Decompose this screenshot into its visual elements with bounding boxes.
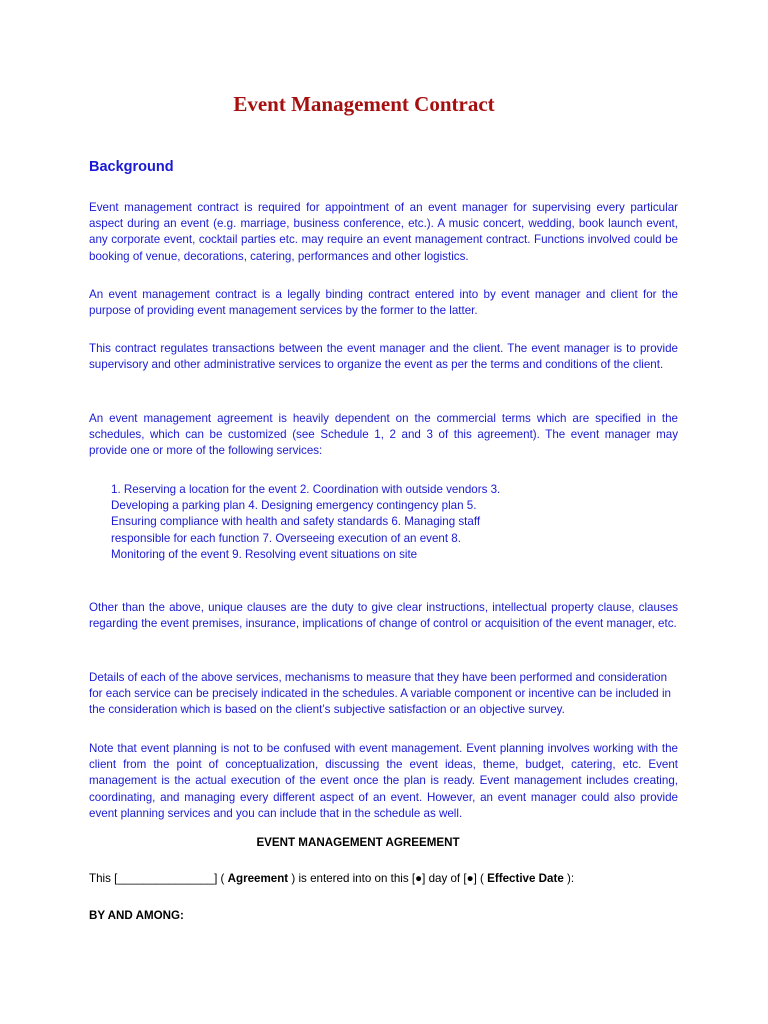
agreement-title: EVENT MANAGEMENT AGREEMENT (256, 836, 460, 849)
paragraph-7: Note that event planning is not to be confused with event management. Event planning involves working with the client from the point of conceptualization, discussing the event ideas, theme, budget, catering, etc. Event management is the actual execution of the event once the plan is ready. Event management includes creating, coordinating, and managing every different aspect of an event. However, an event manager could also provide event planning services and you can include that in the schedule as well. (89, 742, 678, 820)
paragraph-2: An event management contract is a legally binding contract entered into by event manager and client for the purpose of providing event management services by the former to the latter. (89, 288, 678, 318)
agreement-label: Agreement (227, 872, 289, 885)
document-title: Event Management Contract (233, 92, 495, 116)
intro-mid-2: ) is entered into on this [●] day of [●] ( (288, 872, 488, 885)
paragraph-4: An event management agreement is heavily dependent on the commercial terms which are specified in the schedules, which can be customized (see Schedule 1, 2 and 3 of this agreement). The event manager may provide one or more of the following services: (89, 412, 678, 458)
agreement-name-blank: _______________ (117, 872, 215, 885)
section-heading-background: Background (89, 159, 174, 175)
intro-prefix: This [ (89, 872, 118, 885)
intro-suffix: ): (563, 872, 575, 885)
intro-mid-1: ] ( (214, 872, 228, 885)
effective-date-label: Effective Date (487, 872, 564, 885)
paragraph-6: Details of each of the above services, mechanisms to measure that they have been performed and consideration for each service can be precisely indicated in the schedules. A variable component or incentive can be included in the consideration which is based on the client’s subjective satisfaction or an objective survey. (89, 671, 671, 717)
paragraph-1: Event management contract is required for appointment of an event manager for supervising every particular aspect during an event (e.g. marriage, business conference, etc.). A music concert, wedding, book launch event, any corporate event, cocktail parties etc. may require an event management contract. Functions involved could be booking of venue, decorations, catering, performances and other logistics. (89, 201, 678, 263)
agreement-intro-line (89, 872, 574, 885)
by-and-among-heading: BY AND AMONG: (89, 909, 184, 922)
paragraph-5: Other than the above, unique clauses are the duty to give clear instructions, intellectual property clause, clauses regarding the event premises, insurance, implications of change of control or acquisition of the event manager, etc. (89, 601, 678, 631)
paragraph-3: This contract regulates transactions between the event manager and the client. The event manager is to provide supervisory and other administrative services to organize the event as per the terms and conditions of the client. (89, 342, 678, 372)
services-list: 1. Reserving a location for the event 2. Coordination with outside vendors 3. Developing a parking plan 4. Designing emergency contingency plan 5. Ensuring compliance with health and safety standards 6. Managing staff responsible for each function 7. Overseeing execution of an event 8. Monitoring of the event 9. Resolving event situations on site (111, 483, 501, 561)
